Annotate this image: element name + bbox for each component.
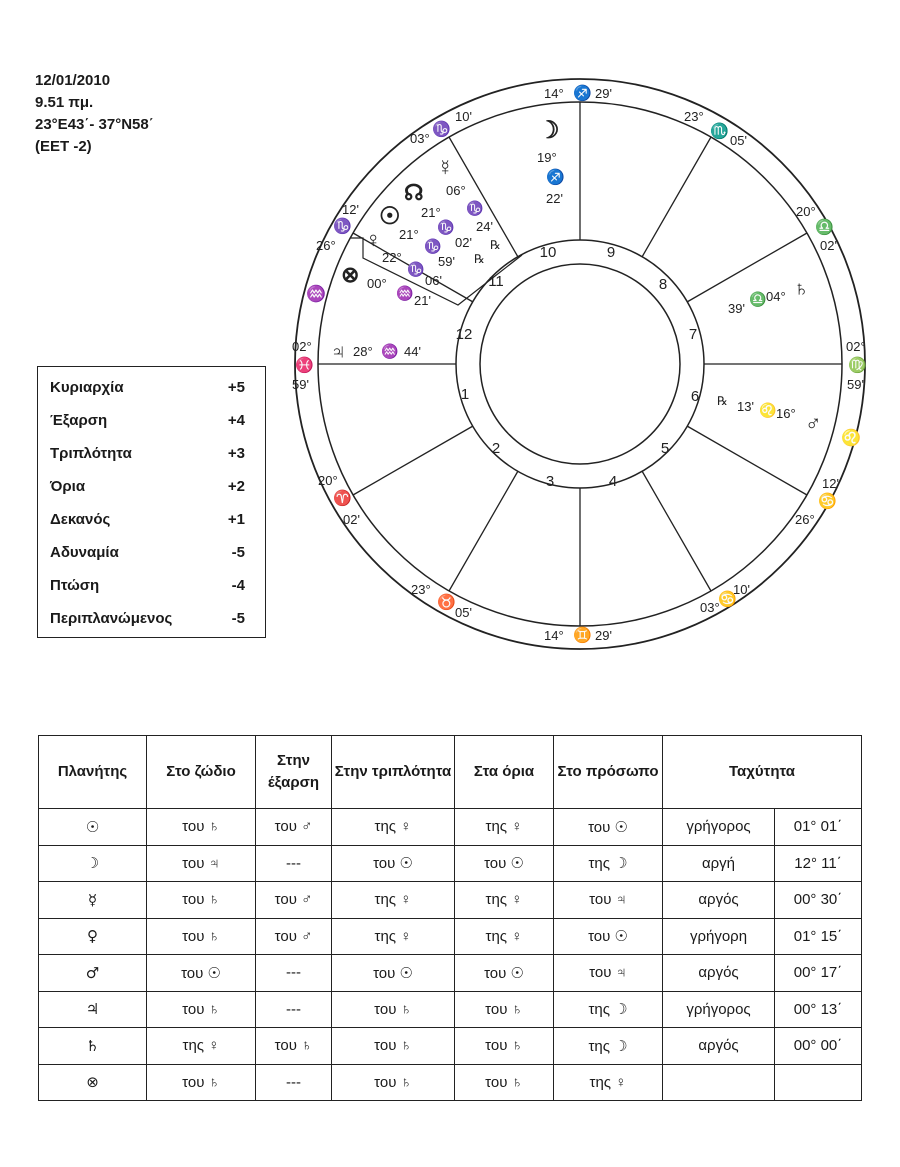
cusp-degree: 26°	[316, 238, 336, 253]
legend-label: Πτώση	[50, 577, 100, 594]
cusp-minutes: 12'	[342, 202, 359, 217]
header-planet: Πλανήτης	[39, 736, 147, 809]
mars-icon: ♂	[805, 410, 822, 435]
cusp-minutes: 12'	[822, 476, 839, 491]
cell-terms: της ♀	[455, 809, 554, 846]
cell-triplicity: της ♀	[332, 882, 455, 919]
cell-motion: 00° 13΄	[775, 991, 862, 1028]
cusp-degree: 26°	[795, 512, 815, 527]
cusp-8	[796, 204, 837, 253]
cusp-mc	[544, 84, 612, 102]
planet-minutes: 02'	[455, 235, 472, 250]
cusp-minutes: 29'	[595, 86, 612, 101]
aquarius-icon: ♒	[396, 285, 414, 301]
cancer-icon: ♋	[818, 493, 837, 510]
capricorn-icon: ♑	[407, 261, 425, 277]
cusp-degree: 20°	[796, 204, 816, 219]
cell-exaltation: ---	[256, 955, 332, 992]
cusp-line-9	[642, 137, 711, 257]
capricorn-icon: ♑	[466, 200, 484, 216]
cell-speed: αργός	[663, 955, 775, 992]
mercury-icon: ☿	[39, 882, 147, 919]
legend-label: Αδυναμία	[50, 544, 119, 561]
cusp-6	[795, 476, 839, 527]
gemini-icon: ♊	[573, 627, 592, 644]
planet-degree: 16°	[776, 406, 796, 421]
cell-motion	[775, 1064, 862, 1101]
capricorn-icon: ♑	[424, 238, 442, 254]
table-row	[39, 882, 862, 919]
house-number-1: 1	[460, 386, 470, 403]
house-number-9: 9	[606, 244, 616, 261]
cusp-minutes: 05'	[455, 605, 472, 620]
timezone: (EET -2)	[35, 138, 92, 155]
cell-triplicity: της ♀	[332, 809, 455, 846]
planet-minutes: 06'	[425, 273, 442, 288]
birth-coordinates: 23°E43΄- 37°N58΄	[35, 116, 154, 133]
legend-label: Όρια	[50, 478, 86, 495]
leo-icon: ♌	[841, 430, 861, 447]
fortune-icon: ⊗	[39, 1064, 147, 1101]
moon-icon: ☽	[39, 845, 147, 882]
legend-label: Περιπλανώμενος	[50, 610, 173, 627]
cell-sign: του ♄	[147, 1064, 256, 1101]
legend-value: +3	[227, 445, 245, 462]
capricorn-icon: ♑	[333, 218, 352, 235]
sun-icon: ☉	[379, 203, 401, 230]
header-triplicity: Στην τριπλότητα	[332, 736, 455, 809]
jupiter-icon: ♃	[39, 991, 147, 1028]
dignity-table	[38, 735, 862, 1101]
house-number-10: 10	[539, 244, 557, 261]
cell-terms: του ♄	[455, 1028, 554, 1065]
planet-jupiter	[330, 339, 421, 364]
cusp-line-6	[687, 426, 807, 495]
cell-sign: του ♃	[147, 845, 256, 882]
inner-ring	[480, 264, 680, 464]
planet-degree: 04°	[766, 289, 786, 304]
legend-value: -5	[231, 610, 245, 627]
cell-terms: της ♀	[455, 918, 554, 955]
cell-face: του ♃	[554, 882, 663, 919]
house-number-5: 5	[660, 440, 670, 457]
leo-icon: ♌	[759, 402, 777, 418]
libra-icon: ♎	[815, 219, 834, 236]
mars-icon: ♂	[39, 955, 147, 992]
cell-triplicity: του ☉	[332, 845, 455, 882]
cusp-descendant	[846, 339, 867, 392]
house-number-3: 3	[545, 473, 555, 490]
legend-value: -4	[231, 577, 245, 594]
cell-speed	[663, 1064, 775, 1101]
house-number-8: 8	[658, 276, 668, 293]
header-sign: Στο ζώδιο	[147, 736, 256, 809]
planet-degree: 21°	[399, 227, 419, 242]
legend-label: Τριπλότητα	[50, 445, 132, 462]
cusp-degree: 02°	[846, 339, 866, 354]
house-number-6: 6	[690, 388, 700, 405]
north-node-icon: ☊	[404, 180, 424, 205]
saturn-icon: ♄	[39, 1028, 147, 1065]
cusp-minutes: 29'	[595, 628, 612, 643]
libra-icon: ♎	[749, 291, 767, 307]
cell-sign: του ♄	[147, 809, 256, 846]
aries-icon: ♈	[333, 490, 352, 507]
taurus-icon: ♉	[437, 594, 456, 611]
cusp-degree: 23°	[684, 109, 704, 124]
cusp-degree: 14°	[544, 628, 564, 643]
cusp-minutes: 59'	[847, 377, 864, 392]
planet-minutes: 59'	[438, 254, 455, 269]
house-number-7: 7	[688, 326, 698, 343]
pisces-icon: ♓	[295, 357, 314, 374]
planet-minutes: 44'	[404, 344, 421, 359]
cell-triplicity: του ♄	[332, 1064, 455, 1101]
legend-value: +2	[227, 478, 245, 495]
cusp-degree: 02°	[292, 339, 312, 354]
table-row	[39, 991, 862, 1028]
table-row	[39, 955, 862, 992]
cell-motion: 00° 17΄	[775, 955, 862, 992]
planet-minutes: 39'	[728, 301, 745, 316]
table-header-row	[39, 736, 862, 809]
sagittarius-icon: ♐	[573, 85, 592, 102]
cell-exaltation: του ♂	[256, 918, 332, 955]
cell-exaltation: του ♂	[256, 882, 332, 919]
sagittarius-icon: ♐	[546, 169, 565, 186]
cell-terms: του ☉	[455, 845, 554, 882]
header-face: Στο πρόσωπο	[554, 736, 663, 809]
cell-terms: του ♄	[455, 1064, 554, 1101]
cell-motion: 00° 00΄	[775, 1028, 862, 1065]
cusp-2	[318, 473, 360, 527]
capricorn-icon: ♑	[432, 121, 451, 138]
header-speed: Ταχύτητα	[663, 736, 862, 809]
cell-triplicity: της ♀	[332, 918, 455, 955]
legend-label: Έξαρση	[50, 412, 108, 429]
cell-face: του ☉	[554, 918, 663, 955]
cell-motion: 01° 01΄	[775, 809, 862, 846]
retrograde-icon: ℞	[490, 238, 501, 252]
mercury-icon: ☿	[437, 155, 454, 180]
cusp-line-3	[449, 471, 518, 591]
header-exaltation: Στην έξαρση	[256, 736, 332, 809]
legend-value: +4	[227, 412, 245, 429]
cell-speed: αργός	[663, 882, 775, 919]
house-number-2: 2	[491, 440, 501, 457]
birth-date: 12/01/2010	[35, 72, 111, 89]
cell-exaltation: ---	[256, 1064, 332, 1101]
jupiter-icon: ♃	[330, 339, 347, 364]
planet-mars	[717, 394, 822, 435]
cusp-line-8	[687, 233, 807, 302]
cell-exaltation: του ♂	[256, 809, 332, 846]
fortune-icon: ⊗	[341, 262, 360, 287]
cell-motion: 01° 15΄	[775, 918, 862, 955]
planet-degree: 06°	[446, 183, 466, 198]
cell-face: της ♀	[554, 1064, 663, 1101]
cell-face: του ☉	[554, 809, 663, 846]
cell-speed: αργή	[663, 845, 775, 882]
cusp-degree: 14°	[544, 86, 564, 101]
sun-icon: ☉	[39, 809, 147, 846]
planet-minutes: 22'	[546, 191, 563, 206]
moon-icon: ☽	[538, 117, 560, 144]
cell-motion: 00° 30΄	[775, 882, 862, 919]
cusp-degree: 23°	[411, 582, 431, 597]
cell-face: της ☽	[554, 991, 663, 1028]
cell-terms: της ♀	[455, 882, 554, 919]
header-terms: Στα όρια	[455, 736, 554, 809]
cusp-line-5	[642, 471, 711, 591]
cell-face: της ☽	[554, 1028, 663, 1065]
cusp-degree: 20°	[318, 473, 338, 488]
saturn-icon: ♄	[793, 276, 810, 301]
house-number-12: 12	[455, 326, 473, 343]
cusp-line-2	[353, 426, 473, 495]
planet-moon	[537, 117, 565, 206]
cell-face: της ☽	[554, 845, 663, 882]
planet-degree: 19°	[537, 150, 557, 165]
legend-value: +1	[227, 511, 245, 528]
cusp-minutes: 05'	[730, 133, 747, 148]
cusp-ic	[544, 626, 612, 644]
planet-degree: 28°	[353, 344, 373, 359]
cusp-12	[316, 202, 359, 253]
table-row	[39, 918, 862, 955]
cell-sign: της ♀	[147, 1028, 256, 1065]
house-number-4: 4	[608, 473, 618, 490]
cusp-minutes: 02'	[820, 238, 837, 253]
cusp-minutes: 10'	[455, 109, 472, 124]
aquarius-icon: ♒	[381, 343, 399, 359]
cusp-minutes: 02'	[343, 512, 360, 527]
house-cusp-lines	[318, 102, 842, 626]
legend-label: Δεκανός	[50, 511, 111, 528]
cell-speed: αργός	[663, 1028, 775, 1065]
legend-label: Κυριαρχία	[50, 379, 124, 396]
cusp-degree: 03°	[700, 600, 720, 615]
scorpio-icon: ♏	[710, 123, 729, 140]
cell-speed: γρήγορος	[663, 809, 775, 846]
planet-degree: 00°	[367, 276, 387, 291]
cancer-icon: ♋	[718, 591, 737, 608]
venus-icon: ♀	[39, 918, 147, 955]
cell-speed: γρήγορη	[663, 918, 775, 955]
planet-minutes: 13'	[737, 399, 754, 414]
cell-exaltation: ---	[256, 991, 332, 1028]
cusp-minutes: 59'	[292, 377, 309, 392]
table-row	[39, 1064, 862, 1101]
cell-triplicity: του ♄	[332, 1028, 455, 1065]
cusp-minutes: 10'	[733, 582, 750, 597]
cell-triplicity: του ♄	[332, 991, 455, 1028]
cell-exaltation: του ♄	[256, 1028, 332, 1065]
cell-sign: του ☉	[147, 955, 256, 992]
retrograde-icon: ℞	[717, 394, 728, 408]
aquarius-icon: ♒	[306, 286, 326, 303]
cell-motion: 12° 11΄	[775, 845, 862, 882]
legend-value: +5	[227, 379, 245, 396]
birth-time: 9.51 πμ.	[35, 94, 94, 111]
planet-degree: 21°	[421, 205, 441, 220]
table-row	[39, 845, 862, 882]
cell-sign: του ♄	[147, 882, 256, 919]
cusp-degree: 03°	[410, 131, 430, 146]
legend-value: -5	[231, 544, 245, 561]
cell-sign: του ♄	[147, 918, 256, 955]
table-row	[39, 809, 862, 846]
cell-terms: του ☉	[455, 955, 554, 992]
planet-degree: 22°	[382, 250, 402, 265]
cell-triplicity: του ☉	[332, 955, 455, 992]
cell-speed: γρήγορος	[663, 991, 775, 1028]
house-number-11: 11	[488, 273, 504, 290]
capricorn-icon: ♑	[437, 219, 455, 235]
planet-minutes: 24'	[476, 219, 493, 234]
cell-face: του ♃	[554, 955, 663, 992]
cell-sign: του ♄	[147, 991, 256, 1028]
retrograde-icon: ℞	[474, 252, 485, 266]
cell-exaltation: ---	[256, 845, 332, 882]
cell-terms: του ♄	[455, 991, 554, 1028]
planet-minutes: 21'	[414, 293, 431, 308]
table-row	[39, 1028, 862, 1065]
virgo-icon: ♍	[848, 357, 867, 374]
venus-icon: ♀	[365, 227, 382, 252]
planet-saturn	[728, 276, 810, 316]
cusp-ascendant	[292, 339, 314, 392]
